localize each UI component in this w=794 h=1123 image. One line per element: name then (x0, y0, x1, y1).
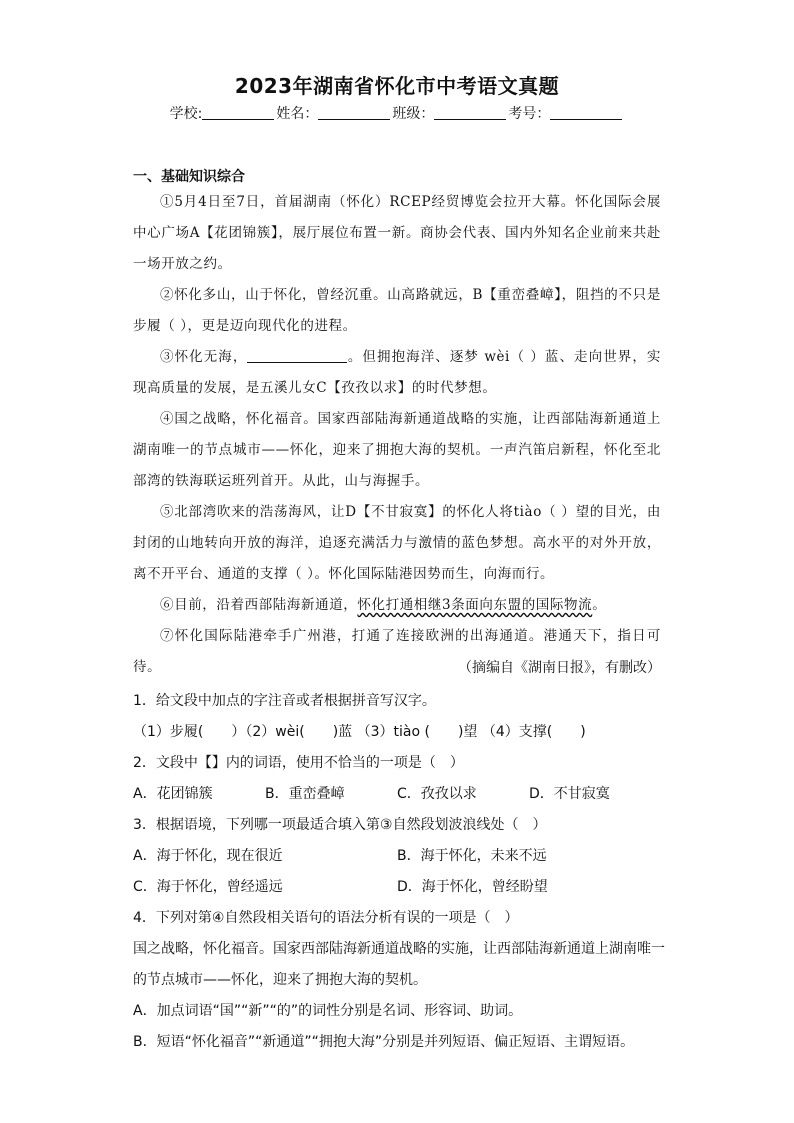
paragraph-6-start: ⑥目前，沿着西部陆海新通道， (160, 597, 358, 613)
q3-option-a[interactable]: A．海于怀化，现在很近 (133, 848, 283, 864)
question-3-options-row-1 (133, 841, 661, 872)
question-4: 4．下列对第④自然段相关语句的语法分析有误的一项是（ ） (133, 910, 519, 926)
paragraph-4: ④国之战略，怀化福音。国家西部陆海新通道战略的实施，让西部陆海新通道上湖南唯一的节点城市——怀化，迎来了拥抱大海的契机。一声汽笛启新程，怀化至北部湾的铁海联运班列首开。从此，山与海握手。 (133, 411, 661, 489)
school-blank[interactable] (202, 105, 274, 120)
name-label: 姓名： (276, 106, 319, 122)
q2-option-c[interactable]: C．孜孜以求 (397, 786, 477, 802)
question-2-options (133, 779, 661, 810)
question-4-quote-line-1: 国之战略，怀化福音。国家西部陆海新通道战略的实施，让西部陆海新通道上湖南唯一 (133, 941, 665, 957)
q2-option-d[interactable]: D．不甘寂寞 (529, 786, 610, 802)
q3-option-d[interactable]: D．海于怀化，曾经盼望 (397, 879, 548, 895)
paragraph-3-start: ③怀化无海， (160, 349, 248, 365)
paragraph-1: ①5月4日至7日，首届湖南（怀化）RCEP经贸博览会拉开大幕。怀化国际会展中心广场A【花团锦簇】，展厅展位布置一新。商协会代表、国内外知名企业前来共赴一场开放之约。 (133, 194, 661, 272)
questions (133, 686, 665, 1058)
paragraph-5: ⑤北部湾吹来的浩荡海风，让D【不甘寂寞】的怀化人将tiào（ ）望的目光，由封闭的山地转向开放的海洋，追逐充满活力与激情的蓝色梦想。高水平的对外开放，离不开平台、通道的支撑（ ）。怀化国际陆港因势而生，向海而行。 (133, 504, 661, 582)
question-1: 1．给文段中加点的字注音或者根据拼音写汉字。 (133, 693, 436, 709)
school-label: 学校: (169, 106, 203, 122)
paragraph-6-end: 。 (592, 597, 607, 613)
q3-option-c[interactable]: C．海于怀化，曾经遥远 (133, 879, 283, 895)
q4-option-b[interactable]: B．短语“怀化福音”“新通道”“拥抱大海”分别是并列短语、偏正短语、主谓短语。 (133, 1034, 635, 1050)
question-3: 3．根据语境，下列哪一项最适合填入第③自然段划波浪线处（ ） (133, 817, 547, 833)
q3-option-b[interactable]: B．海于怀化，未来不远 (397, 848, 547, 864)
paragraph-3 (133, 342, 661, 404)
wavy-blank[interactable] (247, 348, 347, 363)
name-blank[interactable] (318, 105, 390, 120)
class-label: 班级： (392, 106, 435, 122)
question-1-items: （1）步履( ）（2）wèi( )蓝 （3）tiào ( )望 （4）支撑( ) (133, 724, 586, 740)
paragraph-6 (133, 590, 661, 621)
paragraph-7: ⑦怀化国际陆港牵手广州港，打通了连接欧洲的出海通道。港通天下，指日可待。 (133, 628, 661, 675)
student-info-line (0, 103, 794, 123)
passage (133, 187, 661, 683)
paragraph-2: ②怀化多山，山于怀化，曾经沉重。山高路就远，B【重峦叠嶂】，阻挡的不只是步履（ ），更是迈向现代化的进程。 (133, 287, 661, 334)
class-blank[interactable] (434, 105, 506, 120)
wavy-underlined-sentence: 怀化打通相继3条面向东盟的国际物流 (357, 597, 593, 613)
exam-no-blank[interactable] (550, 105, 622, 120)
question-2: 2．文段中【】内的词语，使用不恰当的一项是（ ） (133, 755, 464, 771)
q4-option-a[interactable]: A．加点词语“国”“新”“的”的词性分别是名词、形容词、助词。 (133, 1003, 523, 1019)
exam-no-label: 考号： (508, 106, 551, 122)
section-title: 一、基础知识综合 (133, 169, 245, 185)
q2-option-a[interactable]: A．花团锦簇 (133, 786, 213, 802)
passage-source: （摘编自《湖南日报》，有删改） (458, 660, 661, 676)
q2-option-b[interactable]: B．重峦叠嶂 (265, 786, 345, 802)
paragraph-3-end: 。但拥抱海洋、逐梦 wèi（ ）蓝、走向世界，实现高质量的发展，是五溪儿女C【孜孜以求】的时代梦想。 (133, 349, 661, 396)
question-4-quote-line-2: 的节点城市——怀化，迎来了拥抱大海的契机。 (133, 972, 427, 988)
page-title: 2023年湖南省怀化市中考语文真题 (234, 74, 560, 98)
question-3-options-row-2 (133, 872, 661, 903)
